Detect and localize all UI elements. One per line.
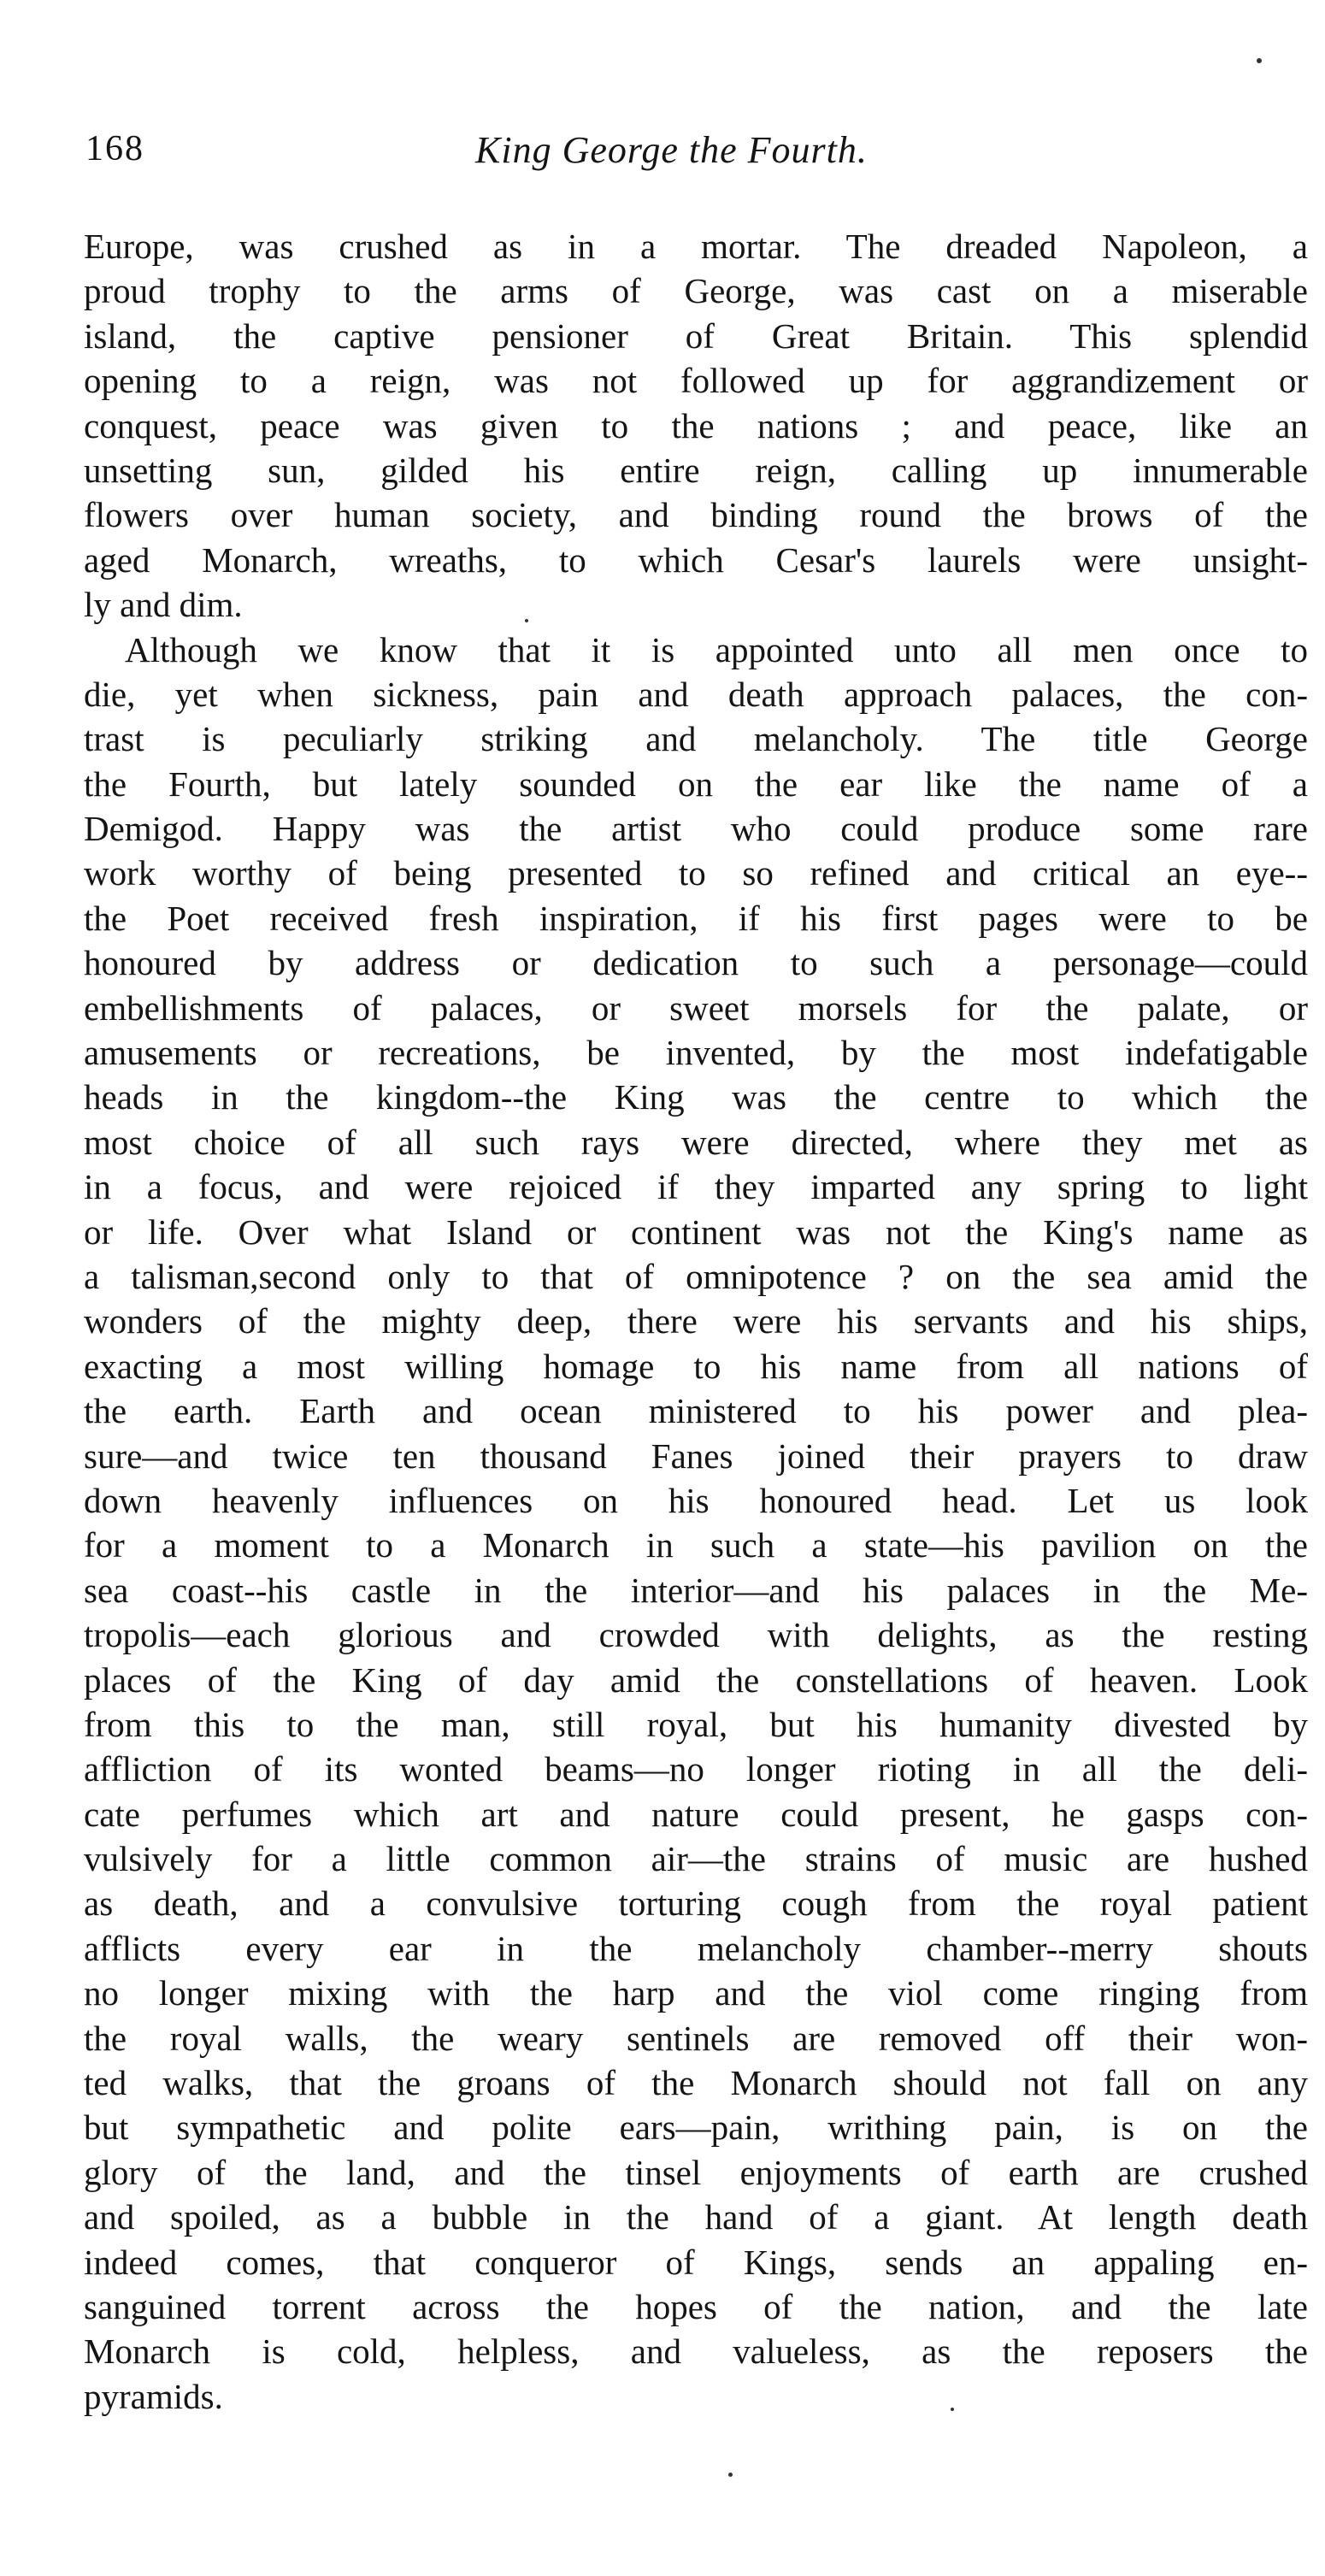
text-line: die, yet when sickness, pain and death approach palaces, the con- — [84, 674, 1308, 714]
text-line: vulsively for a little common air—the strains of music are hushed — [84, 1839, 1308, 1879]
text-line: Demigod. Happy was the artist who could produce some rare — [84, 809, 1308, 849]
text-line: exacting a most willing homage to his name from all nations of — [84, 1346, 1308, 1386]
running-head: King George the Fourth. — [475, 129, 868, 171]
text-line: sanguined torrent across the hopes of the nation, and the late — [84, 2286, 1308, 2326]
text-line: a talisman,second only to that of omnipotence ? on the sea amid the — [84, 1256, 1308, 1296]
text-line: the royal walls, the weary sentinels are removed off their won- — [84, 2018, 1308, 2058]
text-line: pyramids. — [84, 2376, 223, 2416]
text-line: tropolis—each glorious and crowded with delights, as the resting — [84, 1615, 1308, 1655]
text-line: in a focus, and were rejoiced if they imparted any spring to light — [84, 1167, 1308, 1207]
text-line: honoured by address or dedication to such a personage—could — [84, 943, 1308, 983]
text-line: aged Monarch, wreaths, to which Cesar's laurels were unsight- — [84, 539, 1308, 580]
text-line: sure—and twice ten thousand Fanes joined their prayers to draw — [84, 1435, 1308, 1476]
text-line: as death, and a convulsive torturing cough from the royal patient — [84, 1883, 1308, 1924]
text-line: most choice of all such rays were directed, where they met as — [84, 1122, 1308, 1162]
text-line: the earth. Earth and ocean ministered to his power and plea- — [84, 1391, 1308, 1431]
text-line: down heavenly influences on his honoured head. Let us look — [84, 1480, 1308, 1520]
text-line: Monarch is cold, helpless, and valueless, as the reposers the — [84, 2331, 1308, 2372]
text-line: glory of the land, and the tinsel enjoyments of earth are crushed — [84, 2152, 1308, 2192]
text-line: sea coast--his castle in the interior—and his palaces in the Me- — [84, 1570, 1308, 1610]
text-line: for a moment to a Monarch in such a state—his pavilion on the — [84, 1525, 1308, 1565]
text-line: or life. Over what Island or continent was not the King's name as — [84, 1211, 1308, 1252]
scan-speck — [728, 2473, 733, 2477]
scan-speck — [1257, 58, 1262, 63]
text-line: wonders of the mighty deep, there were his servants and his ships, — [84, 1301, 1308, 1341]
text-line: island, the captive pensioner of Great Britain. This splendid — [84, 315, 1308, 356]
text-line: flowers over human society, and binding round the brows of the — [84, 495, 1308, 535]
text-line: Europe, was crushed as in a mortar. The dreaded Napoleon, a — [84, 227, 1308, 266]
text-line: the Poet received fresh inspiration, if his first pages were to be — [84, 898, 1308, 938]
text-line: from this to the man, still royal, but his humanity divested by — [84, 1704, 1308, 1744]
scan-speck — [525, 619, 528, 622]
page-number: 168 — [85, 129, 144, 168]
scan-speck — [951, 2408, 954, 2411]
text-line: indeed comes, that conqueror of Kings, sends an appaling en- — [84, 2242, 1308, 2282]
text-line: ted walks, that the groans of the Monarch should not fall on any — [84, 2063, 1308, 2103]
text-line: but sympathetic and polite ears—pain, writhing pain, is on the — [84, 2107, 1308, 2148]
text-line: affliction of its wonted beams—no longer rioting in all the deli- — [84, 1749, 1308, 1789]
text-line: places of the King of day amid the constellations of heaven. Look — [84, 1659, 1308, 1700]
page-header — [0, 128, 1325, 188]
text-line: cate perfumes which art and nature could present, he gasps con- — [84, 1794, 1308, 1834]
body-text — [84, 224, 1308, 2419]
text-line: and spoiled, as a bubble in the hand of a giant. At length death — [84, 2197, 1308, 2237]
text-line: no longer mixing with the harp and the viol come ringing from — [84, 1973, 1308, 2013]
text-line: unsetting sun, gilded his entire reign, calling up innumerable — [84, 450, 1308, 490]
text-line: proud trophy to the arms of George, was cast on a miserable — [84, 271, 1308, 311]
text-line: afflicts every ear in the melancholy chamber--merry shouts — [84, 1928, 1308, 1968]
text-line: amusements or recreations, be invented, by the most indefatigable — [84, 1033, 1308, 1073]
text-line: ly and dim. — [84, 585, 243, 625]
text-line: the Fourth, but lately sounded on the ear like the name of a — [84, 763, 1308, 804]
text-line: conquest, peace was given to the nations ; and peace, like an — [84, 405, 1308, 445]
text-line: embellishments of palaces, or sweet morsels for the palate, or — [84, 987, 1308, 1028]
text-line: trast is peculiarly striking and melancholy. The title George — [84, 719, 1308, 759]
text-line: work worthy of being presented to so refined and critical an eye-- — [84, 853, 1308, 893]
text-line: opening to a reign, was not followed up for aggrandizement or — [84, 361, 1308, 401]
text-line: heads in the kingdom--the King was the centre to which the — [84, 1077, 1308, 1117]
text-line: Although we know that it is appointed unto all men once to — [125, 629, 1308, 669]
